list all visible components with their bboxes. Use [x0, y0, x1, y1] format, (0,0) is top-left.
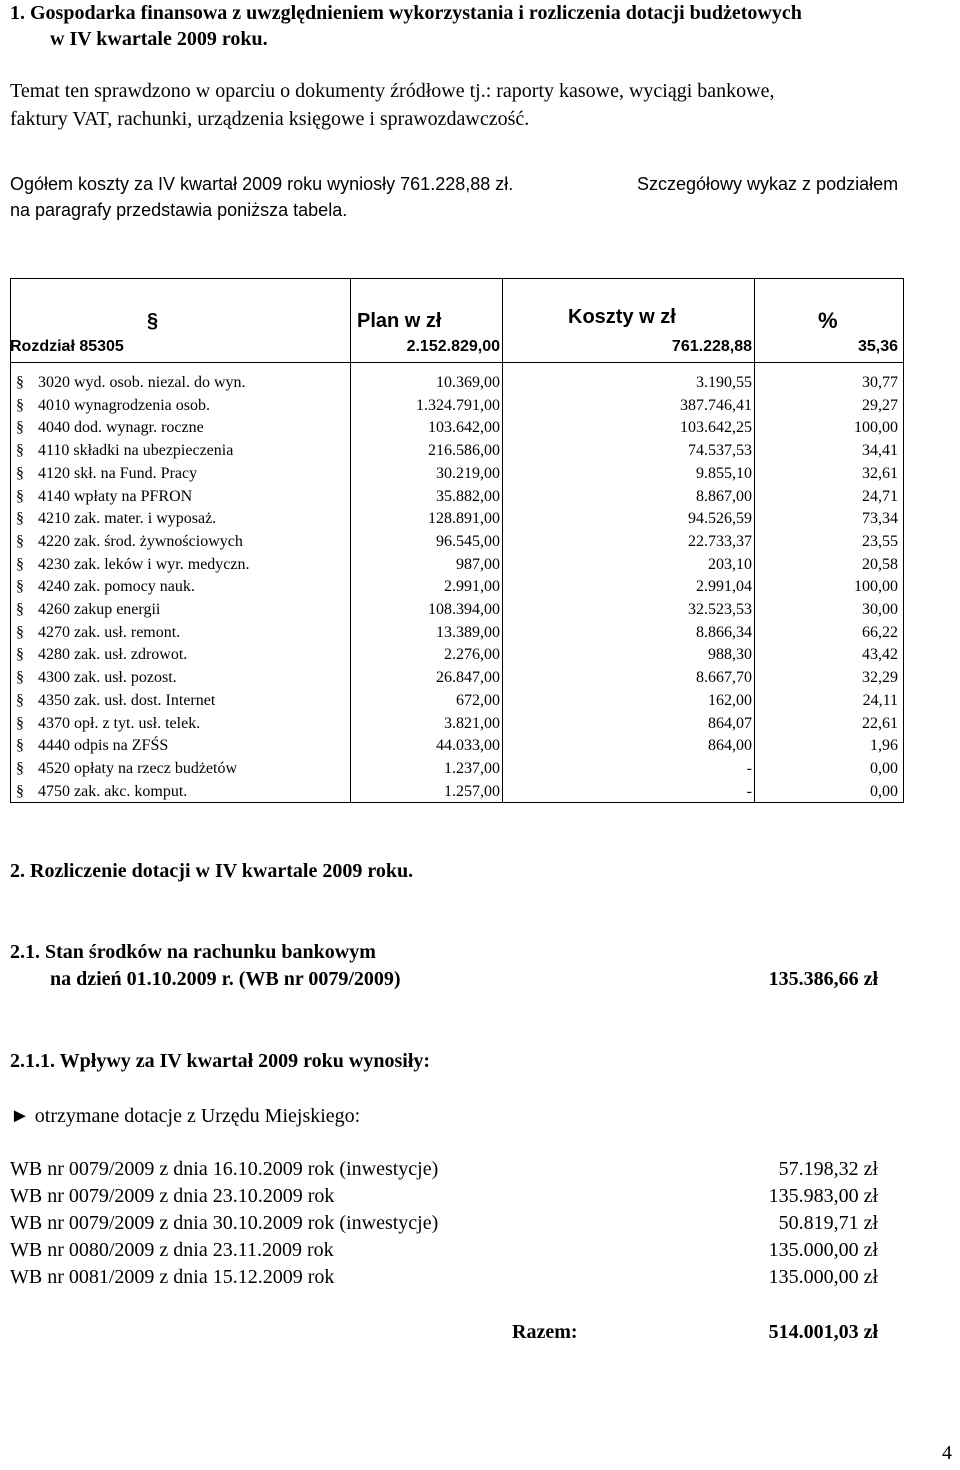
row-koszty: 94.526,59 — [688, 510, 752, 528]
row-name: 4300 zak. usł. pozost. — [38, 669, 177, 687]
table-row — [10, 783, 904, 805]
row-name: 4120 skł. na Fund. Pracy — [38, 464, 198, 482]
table-row — [10, 556, 904, 578]
table-row — [10, 578, 904, 600]
row-section-symbol: § — [16, 737, 24, 755]
header-section: § — [147, 310, 159, 332]
row-name: 4440 odpis na ZFŚS — [38, 737, 169, 755]
row-plan: 26.847,00 — [436, 669, 500, 687]
row-koszty: 2.991,04 — [696, 578, 752, 596]
header-plan: Plan w zł — [357, 310, 442, 332]
row-koszty: 988,30 — [708, 646, 752, 664]
section1-heading-line2: w IV kwartale 2009 roku. — [50, 28, 268, 50]
row-plan: 3.821,00 — [444, 714, 500, 732]
row-section-symbol: § — [16, 555, 24, 573]
row-plan: 96.545,00 — [436, 532, 500, 550]
para1-line1: Temat ten sprawdzono w oparciu o dokumenty źródłowe tj.: raporty kasowe, wyciągi bankowe, — [10, 80, 775, 102]
sub21-line1: 2.1. Stan środków na rachunku bankowym — [10, 941, 376, 963]
row-pct: 32,61 — [862, 464, 898, 482]
row-plan: 13.389,00 — [436, 623, 500, 641]
row-name: 4280 zak. usł. zdrowot. — [38, 646, 188, 664]
total-amount: 514.001,03 zł — [768, 1321, 878, 1343]
row-pct: 1,96 — [870, 737, 898, 755]
table-row — [10, 419, 904, 441]
row-name: 4040 dod. wynagr. roczne — [38, 419, 204, 437]
row-section-symbol: § — [16, 396, 24, 414]
row-name: 4210 zak. mater. i wyposaż. — [38, 510, 217, 528]
row-section-symbol: § — [16, 646, 24, 664]
table-row — [10, 692, 904, 714]
row-section-symbol: § — [16, 464, 24, 482]
para2-line1-b: Szczegółowy wykaz z podziałem — [637, 174, 899, 194]
row-pct: 24,71 — [862, 487, 898, 505]
row-pct: 0,00 — [870, 782, 898, 800]
row-name: 4750 zak. akc. komput. — [38, 782, 188, 800]
row-pct: 34,41 — [862, 442, 898, 460]
table-row — [10, 715, 904, 737]
row-koszty: 864,00 — [708, 737, 752, 755]
grant-entry-label: WB nr 0079/2009 z dnia 16.10.2009 rok (inwestycje) — [10, 1158, 439, 1180]
sub21-line2: na dzień 01.10.2009 r. (WB nr 0079/2009) — [50, 968, 401, 990]
total-plan: 2.152.829,00 — [406, 338, 500, 355]
header-koszty: Koszty w zł — [568, 306, 676, 328]
grant-entry-amount: 57.198,32 zł — [778, 1158, 878, 1180]
table-row — [10, 737, 904, 759]
grant-entry-label: WB nr 0079/2009 z dnia 23.10.2009 rok — [10, 1185, 335, 1207]
row-plan: 30.219,00 — [436, 464, 500, 482]
row-section-symbol: § — [16, 487, 24, 505]
row-koszty: 8.866,34 — [696, 623, 752, 641]
table-total-row — [10, 338, 904, 360]
row-koszty: 22.733,37 — [688, 532, 752, 550]
row-section-symbol: § — [16, 669, 24, 687]
row-pct: 29,27 — [862, 396, 898, 414]
row-pct: 32,29 — [862, 669, 898, 687]
table-row — [10, 442, 904, 464]
row-koszty: 162,00 — [708, 691, 752, 709]
table-row — [10, 533, 904, 555]
table-row — [10, 760, 904, 782]
grant-entry-amount: 135.000,00 zł — [768, 1266, 878, 1288]
row-pct: 0,00 — [870, 759, 898, 777]
row-koszty: 74.537,53 — [688, 442, 752, 460]
row-pct: 23,55 — [862, 532, 898, 550]
row-plan: 1.237,00 — [444, 759, 500, 777]
grant-entry-amount: 135.983,00 zł — [768, 1185, 878, 1207]
row-section-symbol: § — [16, 578, 24, 596]
row-name: 4140 wpłaty na PFRON — [38, 487, 193, 505]
row-name: 4010 wynagrodzenia osob. — [38, 396, 210, 414]
table-row — [10, 669, 904, 691]
para2-line1-a: Ogółem koszty za IV kwartał 2009 roku wyniosły 761.228,88 zł. — [10, 174, 514, 194]
row-koszty: 8.667,70 — [696, 669, 752, 687]
row-plan: 44.033,00 — [436, 737, 500, 755]
total-pct: 35,36 — [857, 338, 898, 355]
row-plan: 672,00 — [456, 691, 500, 709]
row-pct: 43,42 — [862, 646, 898, 664]
row-plan: 108.394,00 — [428, 601, 500, 618]
row-section-symbol: § — [16, 782, 24, 800]
sub211-heading: 2.1.1. Wpływy za IV kwartał 2009 roku wynosiły: — [10, 1050, 431, 1072]
table-row — [10, 601, 904, 623]
row-koszty: 103.642,25 — [680, 419, 752, 437]
row-koszty: 9.855,10 — [696, 464, 752, 482]
row-name: 4370 opł. z tyt. usł. telek. — [38, 714, 201, 732]
row-plan: 1.257,00 — [444, 782, 500, 800]
row-pct: 100,00 — [854, 578, 898, 596]
row-pct: 73,34 — [862, 510, 898, 528]
row-plan: 2.991,00 — [444, 578, 500, 596]
total-koszty: 761.228,88 — [671, 338, 752, 355]
row-plan: 1.324.791,00 — [416, 396, 500, 414]
row-koszty: 864,07 — [708, 714, 752, 732]
section1-heading-line1: 1. Gospodarka finansowa z uwzględnieniem wykorzystania i rozliczenia dotacji budżetowych — [10, 2, 802, 24]
section2-heading: 2. Rozliczenie dotacji w IV kwartale 2009 roku. — [10, 860, 414, 882]
row-name: 4230 zak. leków i wyr. medyczn. — [38, 555, 250, 573]
row-name: 4270 zak. usł. remont. — [38, 623, 181, 641]
row-pct: 20,58 — [862, 555, 898, 573]
row-koszty: 203,10 — [708, 555, 752, 573]
row-section-symbol: § — [16, 374, 24, 391]
row-section-symbol: § — [16, 532, 24, 550]
row-koszty: - — [746, 782, 752, 800]
row-section-symbol: § — [16, 510, 24, 528]
row-section-symbol: § — [16, 714, 24, 732]
grant-intro-text: otrzymane dotacje z Urzędu Miejskiego: — [34, 1105, 361, 1127]
grant-entry-label: WB nr 0080/2009 z dnia 23.11.2009 rok — [10, 1239, 334, 1261]
row-name: 3020 wyd. osob. niezal. do wyn. — [38, 374, 246, 391]
row-pct: 30,77 — [862, 374, 898, 391]
row-pct: 30,00 — [862, 601, 898, 618]
table-row — [10, 397, 904, 419]
row-section-symbol: § — [16, 442, 24, 460]
para1-line2: faktury VAT, rachunki, urządzenia księgowe i sprawozdawczość. — [10, 108, 530, 130]
row-plan: 216.586,00 — [428, 442, 500, 460]
row-section-symbol: § — [16, 759, 24, 777]
header-pct: % — [818, 308, 838, 333]
table-row — [10, 624, 904, 646]
total-name: Rozdział 85305 — [10, 338, 124, 355]
page-number: 4 — [942, 1442, 952, 1464]
table-divider-total — [10, 362, 904, 363]
grant-entry-amount: 135.000,00 zł — [768, 1239, 878, 1261]
row-section-symbol: § — [16, 601, 24, 618]
row-pct: 24,11 — [862, 691, 898, 709]
row-plan: 2.276,00 — [444, 646, 500, 664]
grant-entry-label: WB nr 0079/2009 z dnia 30.10.2009 rok (inwestycje) — [10, 1212, 439, 1234]
row-koszty: 387.746,41 — [680, 396, 752, 414]
row-name: 4240 zak. pomocy nauk. — [38, 578, 195, 596]
row-name: 4220 zak. środ. żywnościowych — [38, 532, 243, 550]
row-pct: 100,00 — [854, 419, 898, 437]
row-plan: 35.882,00 — [436, 487, 500, 505]
row-name: 4260 zakup energii — [38, 601, 161, 618]
row-name: 4110 składki na ubezpieczenia — [38, 442, 234, 460]
row-koszty: 8.867,00 — [696, 487, 752, 505]
grant-entry-amount: 50.819,71 zł — [778, 1212, 878, 1234]
table-row — [10, 374, 904, 396]
row-pct: 22,61 — [862, 714, 898, 732]
row-name: 4350 zak. usł. dost. Internet — [38, 691, 216, 709]
row-koszty: - — [746, 759, 752, 777]
table-row — [10, 465, 904, 487]
table-row — [10, 646, 904, 668]
row-section-symbol: § — [16, 419, 24, 437]
grant-intro — [10, 1105, 360, 1128]
row-section-symbol: § — [16, 691, 24, 709]
row-section-symbol: § — [16, 623, 24, 641]
row-pct: 66,22 — [862, 623, 898, 641]
cost-table — [10, 278, 904, 803]
para2-line2: na paragrafy przedstawia poniższa tabela. — [10, 200, 348, 220]
table-row — [10, 488, 904, 510]
sub21-amount: 135.386,66 zł — [768, 968, 878, 990]
row-koszty: 3.190,55 — [696, 374, 752, 391]
row-koszty: 32.523,53 — [688, 601, 752, 618]
row-plan: 10.369,00 — [436, 374, 500, 391]
arrow-right-icon: ► — [10, 1105, 30, 1127]
table-border-top — [10, 278, 904, 279]
grant-entry-label: WB nr 0081/2009 z dnia 15.12.2009 rok — [10, 1266, 335, 1288]
row-name: 4520 opłaty na rzecz budżetów — [38, 759, 238, 777]
row-plan: 128.891,00 — [428, 510, 500, 528]
row-plan: 103.642,00 — [428, 419, 500, 437]
total-label: Razem: — [512, 1321, 578, 1343]
table-row — [10, 510, 904, 532]
row-plan: 987,00 — [456, 555, 500, 573]
